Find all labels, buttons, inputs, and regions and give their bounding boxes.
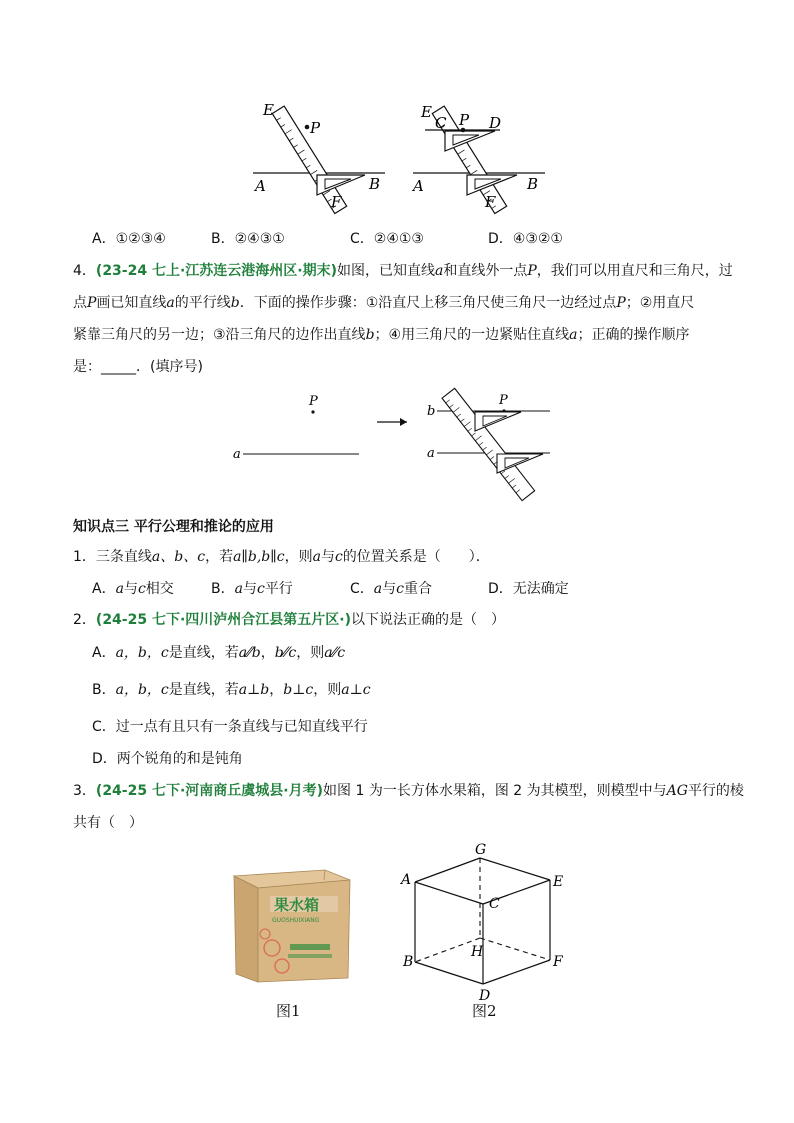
- text: 相交: [145, 581, 174, 597]
- caption-figure-2: 图2: [472, 1002, 497, 1020]
- option-c[interactable]: [350, 579, 432, 599]
- option-d[interactable]: D．无法确定: [488, 581, 569, 597]
- text: 以下说法正确的是（ ）: [351, 612, 506, 628]
- option-c[interactable]: C．过一点有且只有一条直线与已知直线平行: [92, 719, 368, 735]
- text: 如图，已知直线: [337, 263, 436, 279]
- text: ；④用三角尺的一边紧贴住直线: [374, 327, 570, 343]
- label-A: A: [401, 872, 412, 888]
- label-D: D: [479, 988, 491, 1004]
- label-D: D: [489, 114, 502, 132]
- var: a: [115, 581, 124, 597]
- option-c[interactable]: C．②④①③: [350, 231, 424, 247]
- q4-line-1: [73, 261, 733, 281]
- s3q3-stem-2: 共有（ ）: [73, 815, 143, 831]
- label-B: B: [403, 954, 414, 970]
- text: 重合: [403, 581, 432, 597]
- text: ；②用直尺: [625, 295, 695, 311]
- label-B: B: [527, 175, 539, 193]
- q4-line-2: [73, 293, 694, 313]
- var: a，b，c: [115, 682, 169, 698]
- text: 平行的棱: [687, 783, 744, 799]
- question-number: 1．: [73, 549, 96, 565]
- text: 是直线，若: [168, 682, 239, 698]
- figure-ruler-triangle-right: [405, 95, 555, 225]
- s3q3-stem-1: [73, 781, 744, 801]
- var: b⁄⁄c: [274, 645, 297, 661]
- option-a[interactable]: A．①②③④: [92, 231, 166, 247]
- text: 三条直线: [95, 549, 152, 565]
- var: c: [137, 581, 146, 597]
- var: AG: [666, 783, 688, 799]
- figure-q4-parallel-construction: [225, 385, 555, 515]
- text: B．: [92, 682, 116, 698]
- label-b: b: [427, 404, 436, 419]
- var: c: [396, 581, 404, 597]
- var: a: [166, 295, 175, 311]
- option-b[interactable]: B．②④③①: [211, 231, 285, 247]
- var: a，b，c: [115, 645, 169, 661]
- var: a⊥b: [238, 682, 270, 698]
- q4-line-3: [73, 325, 689, 345]
- var: c: [334, 549, 343, 565]
- var: b: [230, 295, 240, 311]
- answer-blank[interactable]: 是：_____．(填序号): [73, 359, 203, 375]
- text: ，则: [296, 645, 325, 661]
- text: ；正确的操作顺序: [577, 327, 690, 343]
- question-source: (23-24 七上·江苏连云港海州区·期末): [95, 263, 338, 279]
- var: P: [527, 263, 537, 279]
- question-source: (24-25 七下·四川泸州合江县第五片区·): [95, 612, 352, 628]
- label-E: E: [263, 101, 274, 119]
- var: c: [256, 581, 265, 597]
- label-F: F: [331, 193, 342, 211]
- label-B: B: [369, 175, 381, 193]
- text: 的平行线: [174, 295, 231, 311]
- text: 与: [382, 581, 397, 597]
- figure-ruler-triangle-left: [245, 95, 395, 225]
- var: a、b、c: [151, 549, 206, 565]
- option-a[interactable]: [92, 579, 174, 599]
- label-G: G: [475, 842, 487, 858]
- label-A: A: [413, 177, 424, 195]
- option-d[interactable]: D．两个锐角的和是钝角: [92, 751, 243, 767]
- text: 与: [123, 581, 138, 597]
- text: ，则: [284, 549, 313, 565]
- text: ，: [260, 645, 275, 661]
- var: a: [435, 263, 444, 279]
- caption-figure-1: 图1: [276, 1002, 301, 1020]
- var: a⁄⁄c: [324, 645, 346, 661]
- label-H: H: [471, 944, 484, 960]
- section-heading: 知识点三 平行公理和推论的应用: [73, 519, 274, 535]
- var: a: [234, 581, 243, 597]
- label-E: E: [553, 874, 564, 890]
- box-brand-text: 果水箱: [274, 896, 320, 914]
- box-brand-subtext: GUOSHUIXIANG: [272, 917, 320, 924]
- label-a: a: [233, 447, 241, 462]
- question-source: (24-25 七下·河南商丘虞城县·月考): [95, 783, 324, 799]
- text: ．下面的操作步骤：①沿直尺上移三角尺使三角尺一边经过点: [239, 295, 617, 311]
- var: a: [373, 581, 383, 597]
- label-C: C: [435, 114, 447, 132]
- var: a: [569, 327, 578, 343]
- question-number: 2．: [73, 612, 96, 628]
- text: 平行: [264, 581, 293, 597]
- s3q2-stem: [73, 610, 505, 630]
- var: b: [365, 327, 375, 343]
- question-number: 3．: [73, 783, 96, 799]
- text: 是直线，若: [168, 645, 239, 661]
- label-C: C: [489, 896, 500, 912]
- text: B．: [211, 581, 235, 597]
- text: 与: [320, 549, 335, 565]
- option-d[interactable]: D．④③②①: [488, 231, 563, 247]
- figure-cuboid-model: [395, 840, 575, 1004]
- text: ，则: [313, 682, 342, 698]
- label-P: P: [499, 393, 508, 408]
- s3q1-stem: [73, 547, 490, 567]
- text: 和直线外一点: [443, 263, 528, 279]
- text: A．: [92, 581, 116, 597]
- text: ，: [269, 682, 284, 698]
- var: P: [616, 295, 626, 311]
- text: 紧靠三角尺的另一边；③沿三角尺的边作出直线: [73, 327, 366, 343]
- text: C．: [350, 581, 374, 597]
- option-a[interactable]: [92, 643, 345, 663]
- text: ，我们可以用直尺和三角尺，过: [536, 263, 733, 279]
- option-b[interactable]: [211, 579, 293, 599]
- option-b[interactable]: [92, 680, 371, 700]
- text: 的位置关系是（ ）．: [342, 549, 490, 565]
- label-P: P: [309, 394, 318, 409]
- var: a⊥c: [341, 682, 371, 698]
- text: 与: [242, 581, 257, 597]
- text: A．: [92, 645, 116, 661]
- label-A: A: [255, 177, 266, 195]
- var: a∥b,b∥c: [233, 549, 285, 565]
- var: b⊥c: [283, 682, 314, 698]
- figure-fruit-box: [230, 858, 355, 988]
- var: a: [312, 549, 321, 565]
- text: 如图 1 为一长方体水果箱，图 2 为其模型，则模型中与: [323, 783, 667, 799]
- question-number: 4．: [73, 263, 96, 279]
- q4-line-4: [73, 357, 203, 377]
- label-E: E: [421, 103, 432, 121]
- label-P: P: [310, 119, 321, 137]
- label-F: F: [485, 193, 496, 211]
- var: P: [87, 295, 97, 311]
- label-P: P: [459, 111, 470, 129]
- text: 画已知直线: [96, 295, 167, 311]
- text: ，若: [205, 549, 234, 565]
- label-a: a: [427, 446, 435, 461]
- label-F: F: [553, 954, 563, 970]
- var: a⁄⁄b: [238, 645, 261, 661]
- text: 点: [73, 295, 87, 311]
